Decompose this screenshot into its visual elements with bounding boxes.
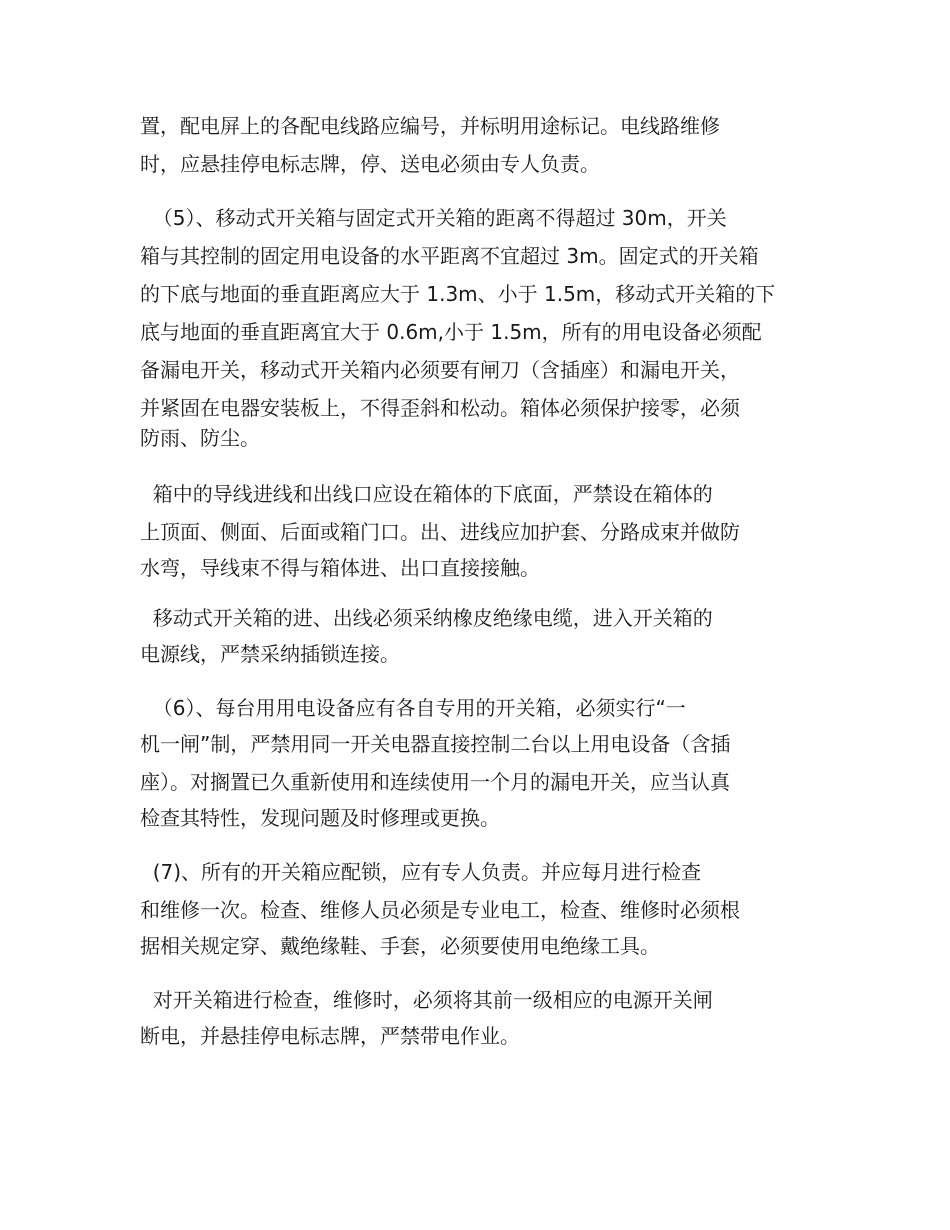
text-line: 上顶面、侧面、后面或箱门口。出、进线应加护套、分路成束并做防 (140, 520, 740, 544)
text-line: 备漏电开关，移动式开关箱内必须要有闸刀（含插座）和漏电开关， (140, 358, 740, 382)
text-line: 底与地面的垂直距离宜大于 0.6m,小于 1.5m，所有的用电设备必须配 (140, 320, 762, 344)
text-line: 座）。对搁置已久重新使用和连续使用一个月的漏电开关，应当认真 (140, 770, 730, 794)
text-line: 移动式开关箱的进、出线必须采纳橡皮绝缘电缆，进入开关箱的 (140, 606, 713, 630)
text-line: (7)、所有的开关箱应配锁，应有专人负责。并应每月进行检查 (140, 860, 702, 884)
text-line: （6）、每台用用电设备应有各自专用的开关箱，必须实行“一 (140, 696, 686, 720)
text-line: 据相关规定穿、戴绝缘鞋、手套，必须要使用电绝缘工具。 (140, 934, 660, 958)
text-line: 断电，并悬挂停电标志牌，严禁带电作业。 (140, 1024, 520, 1048)
text-line: 对开关箱进行检查，维修时，必须将其前一级相应的电源开关闸 (140, 988, 713, 1012)
text-line: 机一闸”制，严禁用同一开关电器直接控制二台以上用电设备（含插 (140, 732, 731, 756)
text-line: 防雨、防尘。 (140, 426, 260, 450)
text-line: 置，配电屏上的各配电线路应编号，并标明用途标记。电线路维修 (140, 114, 720, 138)
text-line: 的下底与地面的垂直距离应大于 1.3m、小于 1.5m，移动式开关箱的下 (140, 282, 776, 306)
text-line: 水弯，导线束不得与箱体进、出口直接接触。 (140, 556, 540, 580)
text-line: （5）、移动式开关箱与固定式开关箱的距离不得超过 30m，开关 (140, 206, 727, 230)
text-line: 电源线，严禁采纳插锁连接。 (140, 642, 400, 666)
text-line: 箱中的导线进线和出线口应设在箱体的下底面，严禁设在箱体的 (140, 482, 713, 506)
text-line: 时，应悬挂停电标志牌，停、送电必须由专人负责。 (140, 152, 600, 176)
text-line: 箱与其控制的固定用电设备的水平距离不宜超过 3m。固定式的开关箱 (140, 244, 759, 268)
text-line: 和维修一次。检查、维修人员必须是专业电工，检查、维修时必须根 (140, 898, 740, 922)
text-line: 并紧固在电器安装板上，不得歪斜和松动。箱体必须保护接零，必须 (140, 396, 740, 420)
text-line: 检查其特性，发现问题及时修理或更换。 (140, 806, 500, 830)
